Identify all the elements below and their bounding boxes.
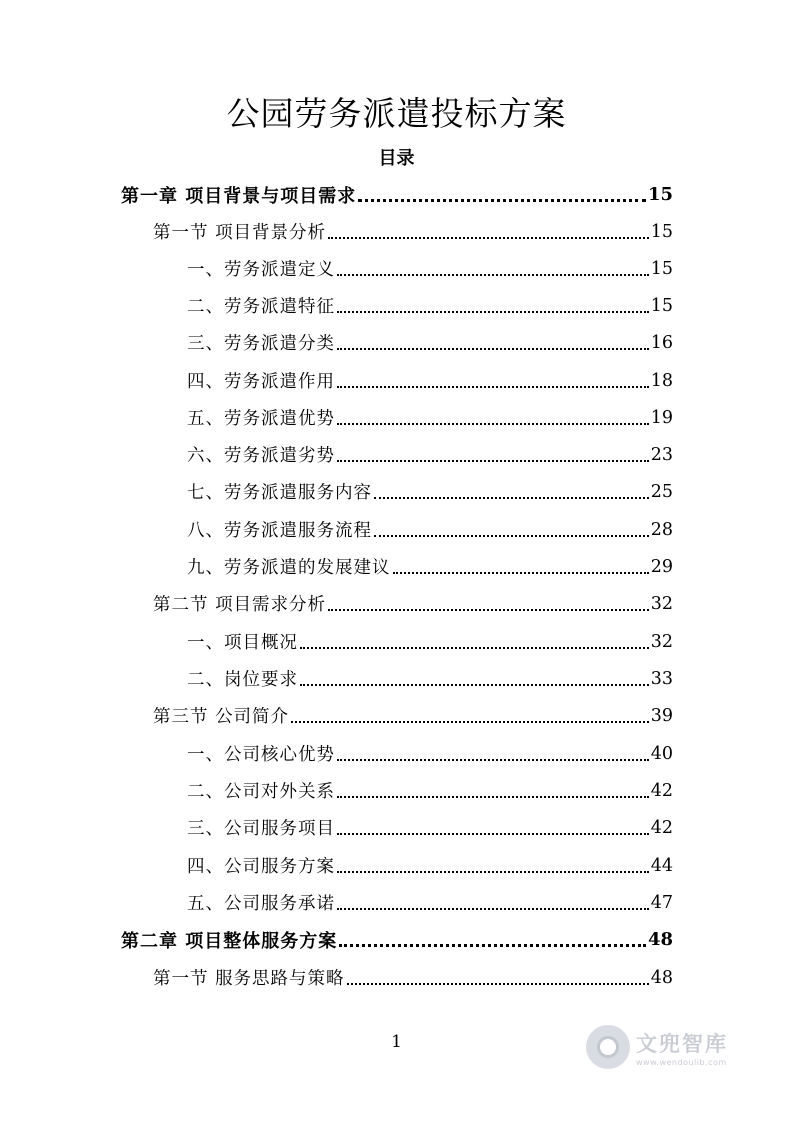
- toc-entry[interactable]: [187, 884, 673, 921]
- toc-entry-label: 第二章 项目整体服务方案: [121, 930, 338, 952]
- watermark-logo-icon: [586, 1025, 630, 1069]
- toc-entry-label: 一、公司核心优势: [187, 745, 335, 765]
- toc-dot-leader: [337, 817, 649, 835]
- toc-dot-leader: [337, 743, 649, 761]
- toc-entry[interactable]: [153, 585, 673, 622]
- toc-entry[interactable]: [187, 660, 673, 697]
- toc-entry-page: 39: [650, 705, 673, 726]
- watermark-name: 文兜智库: [636, 1031, 728, 1056]
- toc-entry[interactable]: [187, 324, 673, 361]
- toc-entry-page: 44: [650, 855, 673, 876]
- toc-dot-leader: [300, 631, 649, 649]
- toc-entry[interactable]: [187, 436, 673, 473]
- toc-entry-label: 八、劳务派遣服务流程: [187, 521, 372, 541]
- toc-entry-page: 48: [647, 929, 673, 950]
- toc-dot-leader: [337, 855, 649, 873]
- toc-entry-page: 28: [650, 519, 673, 540]
- toc-entry-page: 32: [650, 631, 673, 652]
- toc-entry[interactable]: [121, 921, 673, 958]
- toc-entry[interactable]: [187, 735, 673, 772]
- toc-entry-page: 25: [650, 481, 673, 502]
- toc-entry[interactable]: [187, 548, 673, 585]
- watermark-text: [636, 1028, 728, 1067]
- toc-dot-leader: [337, 444, 649, 462]
- toc-entry-page: 15: [650, 221, 673, 242]
- toc-dot-leader: [328, 593, 649, 611]
- toc-dot-leader: [337, 370, 649, 388]
- toc-dot-leader: [358, 183, 646, 202]
- toc-entry-label: 四、劳务派遣作用: [187, 372, 335, 392]
- toc-entry-label: 五、公司服务承诺: [187, 894, 335, 914]
- toc-entry-label: 第一节 项目背景分析: [153, 223, 327, 243]
- toc-entry-label: 四、公司服务方案: [187, 857, 335, 877]
- watermark-url: www.wendoulib.com: [636, 1057, 727, 1067]
- toc-dot-leader: [328, 221, 649, 239]
- toc-dot-leader: [300, 668, 649, 686]
- toc-entry[interactable]: [187, 250, 673, 287]
- toc-entry-label: 五、劳务派遣优势: [187, 409, 335, 429]
- toc-entry-label: 六、劳务派遣劣势: [187, 446, 335, 466]
- toc-entry-page: 32: [650, 593, 673, 614]
- toc-dot-leader: [393, 556, 649, 574]
- toc-entry-page: 19: [650, 407, 673, 428]
- document-title: 公园劳务派遣投标方案: [226, 94, 567, 133]
- toc-entry-label: 二、公司对外关系: [187, 782, 335, 802]
- toc-entry[interactable]: [153, 959, 673, 996]
- toc-dot-leader: [374, 519, 649, 537]
- toc-heading: 目录: [378, 148, 415, 169]
- toc-entry[interactable]: [187, 473, 673, 510]
- toc-entry-label: 二、劳务派遣特征: [187, 297, 335, 317]
- toc-entry-page: 15: [650, 258, 673, 279]
- toc-entry-label: 九、劳务派遣的发展建议: [187, 558, 391, 578]
- toc-dot-leader: [291, 705, 649, 723]
- toc-entry-page: 42: [650, 817, 673, 838]
- toc-entry[interactable]: [187, 772, 673, 809]
- toc-entry[interactable]: [187, 623, 673, 660]
- toc-entry[interactable]: [187, 847, 673, 884]
- toc-dot-leader: [337, 295, 649, 313]
- toc-entry-page: 15: [650, 295, 673, 316]
- toc-entry[interactable]: [153, 697, 673, 734]
- toc-dot-leader: [337, 780, 649, 798]
- toc-entry-label: 二、岗位要求: [187, 670, 298, 690]
- toc-entry[interactable]: [153, 213, 673, 250]
- toc-entry[interactable]: [187, 399, 673, 436]
- toc-dot-leader: [337, 332, 649, 350]
- toc-entry-page: 47: [650, 892, 673, 913]
- toc-entry-label: 三、劳务派遣分类: [187, 334, 335, 354]
- toc-entry-page: 40: [650, 743, 673, 764]
- toc-entry-label: 一、劳务派遣定义: [187, 260, 335, 280]
- toc-entry-label: 七、劳务派遣服务内容: [187, 483, 372, 503]
- toc-entry-page: 48: [650, 967, 673, 988]
- toc-entry-label: 第一章 项目背景与项目需求: [121, 185, 357, 207]
- toc-entry[interactable]: [121, 176, 673, 213]
- toc-dot-leader: [339, 928, 646, 947]
- toc-entry-page: 18: [650, 370, 673, 391]
- toc-entry-page: 16: [650, 332, 673, 353]
- toc-entry-page: 15: [647, 184, 673, 205]
- toc-entry[interactable]: [187, 511, 673, 548]
- toc-entry[interactable]: [187, 809, 673, 846]
- toc-entry-page: 23: [650, 444, 673, 465]
- toc-entry-label: 第一节 服务思路与策略: [153, 969, 345, 989]
- watermark: [586, 1018, 756, 1076]
- page-number: 1: [391, 1032, 402, 1052]
- toc-entry-label: 第二节 项目需求分析: [153, 595, 327, 615]
- toc-entry-page: 33: [650, 668, 673, 689]
- toc-dot-leader: [337, 407, 649, 425]
- toc-dot-leader: [337, 892, 649, 910]
- toc-dot-leader: [374, 481, 649, 499]
- toc-entry-label: 第三节 公司简介: [153, 707, 290, 727]
- toc-entry-label: 三、公司服务项目: [187, 819, 335, 839]
- toc-entry-page: 29: [650, 556, 673, 577]
- toc-dot-leader: [347, 967, 649, 985]
- toc-entry-label: 一、项目概况: [187, 633, 298, 653]
- toc-entry[interactable]: [187, 362, 673, 399]
- toc-entry-page: 42: [650, 780, 673, 801]
- toc-entry[interactable]: [187, 287, 673, 324]
- toc-dot-leader: [337, 258, 649, 276]
